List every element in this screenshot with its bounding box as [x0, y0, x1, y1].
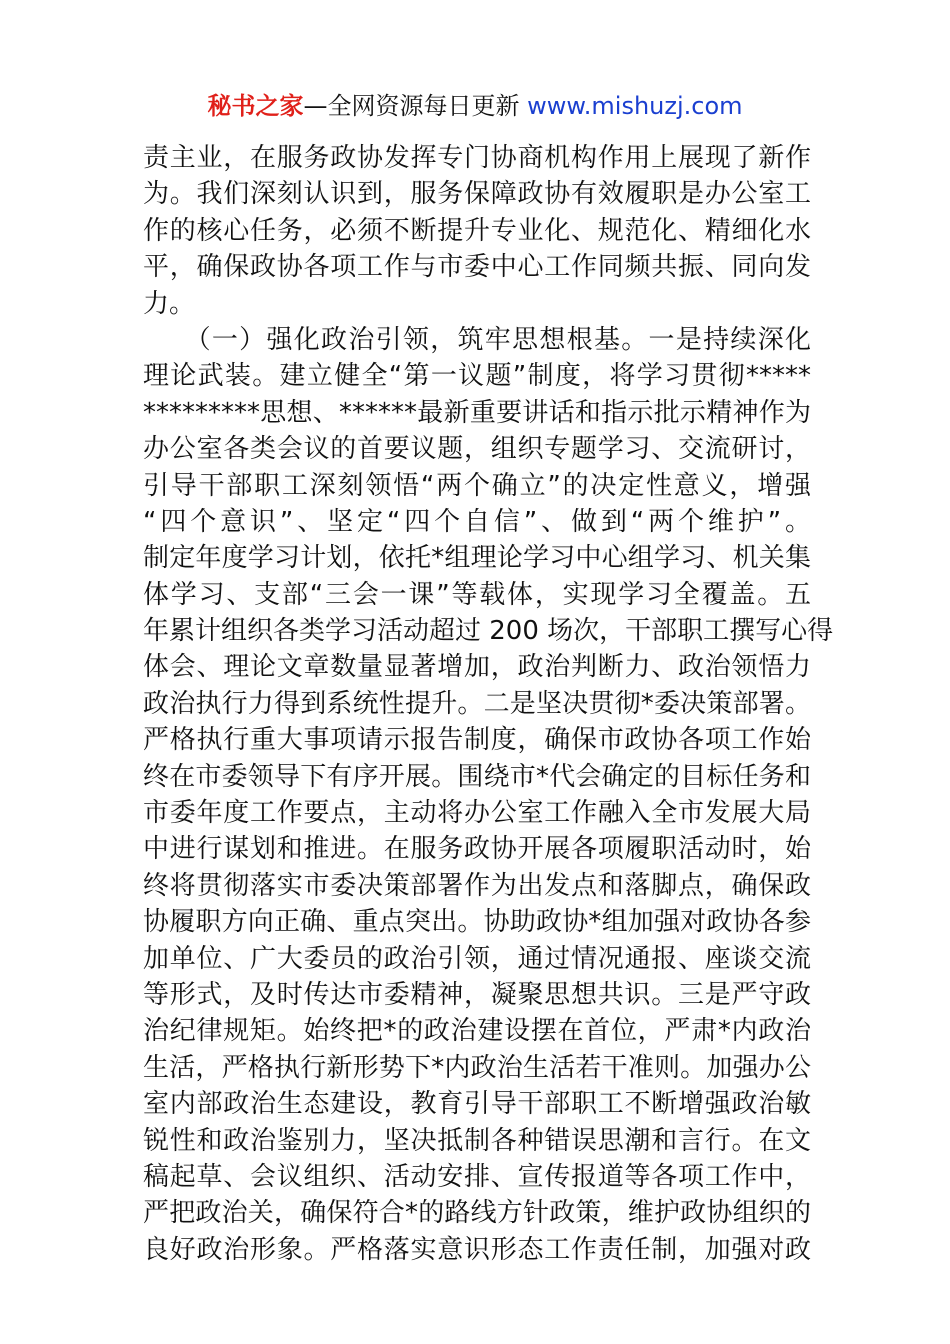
body-line: 严把政治关，确保符合*的路线方针政策，维护政协组织的	[143, 1198, 811, 1229]
body-line: *********思想、******最新重要讲话和指示批示精神作为	[143, 397, 811, 428]
document-body	[143, 140, 834, 1268]
body-line: 平，确保政协各项工作与市委中心工作同频共振、同向发	[143, 252, 811, 283]
body-line: （一）强化政治引领，筑牢思想根基。一是持续深化	[143, 324, 811, 355]
body-line: 制定年度学习计划，依托*组理论学习中心组学习、机关集	[143, 543, 811, 574]
body-line: 体会、理论文章数量显著增加，政治判断力、政治领悟力	[143, 652, 811, 683]
body-line: 引导干部职工深刻领悟“两个确立”的决定性意义，增强	[143, 470, 811, 501]
body-line: 治纪律规矩。始终把*的政治建设摆在首位，严肃*内政治	[143, 1016, 811, 1047]
brand-name: 秘书之家	[207, 92, 304, 120]
body-line: 终将贯彻落实市委决策部署作为出发点和落脚点，确保政	[143, 870, 811, 901]
body-line: 力。	[143, 288, 196, 319]
body-line: 终在市委领导下有序开展。围绕市*代会确定的目标任务和	[143, 761, 811, 792]
body-line: 中进行谋划和推进。在服务政协开展各项履职活动时，始	[143, 834, 811, 865]
body-line: 为。我们深刻认识到，服务保障政协有效履职是办公室工	[143, 179, 811, 210]
body-line: 生活，严格执行新形势下*内政治生活若干准则。加强办公	[143, 1052, 811, 1083]
body-line: 责主业，在服务政协发挥专门协商机构作用上展现了新作	[143, 143, 811, 173]
body-line: 室内部政治生态建设，教育引导干部职工不断增强政治敏	[143, 1089, 811, 1120]
body-line: 作的核心任务，必须不断提升专业化、规范化、精细化水	[143, 215, 811, 246]
page-header	[0, 88, 950, 124]
body-line: 锐性和政治鉴别力，坚决抵制各种错误思潮和言行。在文	[143, 1125, 811, 1156]
body-line: “四个意识”、坚定“四个自信”、做到“两个维护”。	[143, 506, 811, 537]
body-line: 稿起草、会议组织、活动安排、宣传报道等各项工作中，	[143, 1161, 811, 1192]
body-line: 良好政治形象。严格落实意识形态工作责任制，加强对政	[143, 1234, 811, 1265]
body-line: 协履职方向正确、重点突出。协助政协*组加强对政协各参	[143, 907, 811, 938]
body-line: 体学习、支部“三会一课”等载体，实现学习全覆盖。五	[143, 579, 811, 610]
body-line: 办公室各类会议的首要议题，组织专题学习、交流研讨，	[143, 434, 811, 465]
body-line: 严格执行重大事项请示报告制度，确保市政协各项工作始	[143, 725, 811, 756]
body-line: 年累计组织各类学习活动超过 200 场次，干部职工撰写心得	[143, 616, 834, 647]
body-line: 等形式，及时传达市委精神，凝聚思想共识。三是严守政	[143, 979, 811, 1010]
body-line: 政治执行力得到系统性提升。二是坚决贯彻*委决策部署。	[143, 688, 811, 719]
body-line: 市委年度工作要点，主动将办公室工作融入全市发展大局	[143, 798, 811, 829]
body-line: 理论武装。建立健全“第一议题”制度，将学习贯彻*****	[143, 361, 811, 392]
website-link[interactable]: www.mishuzj.com	[527, 92, 743, 120]
body-line: 加单位、广大委员的政治引领，通过情况通报、座谈交流	[143, 943, 811, 974]
header-tagline: —全网资源每日更新	[303, 92, 520, 120]
